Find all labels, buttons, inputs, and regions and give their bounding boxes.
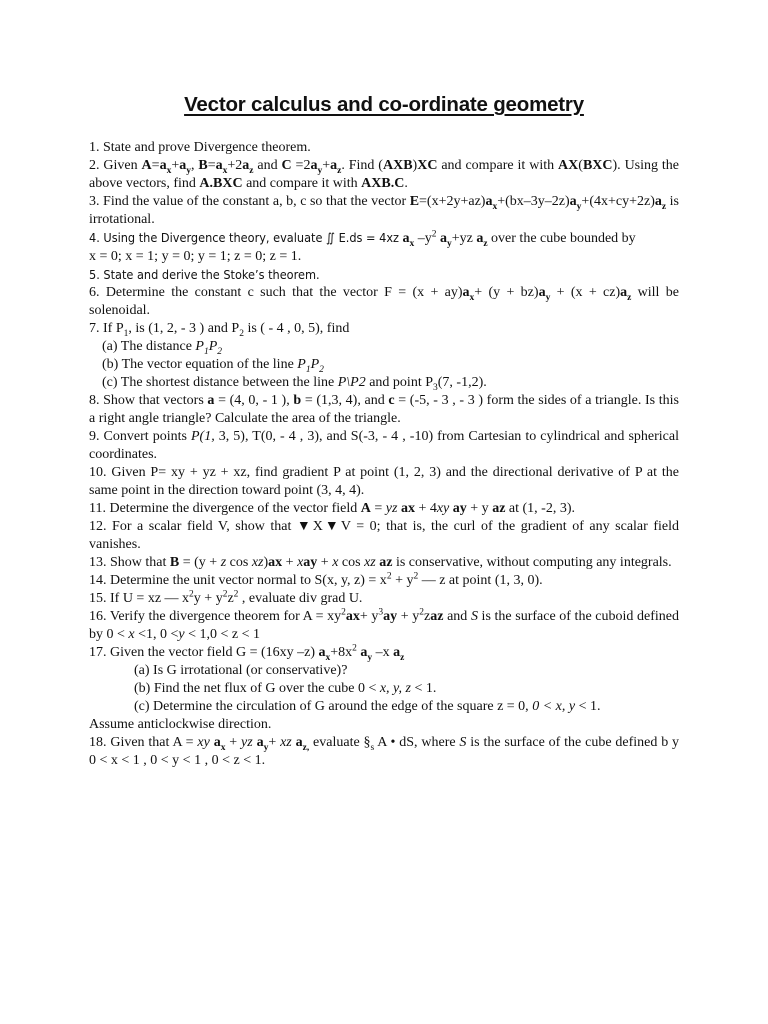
question-2: 2. Given $A=a_x+a_y$, $B=a_x+2a_z$ and $C =2a_y+a_z$. Find (AXB)XC and compare it with AX(BXC). Using the above vectors, find A.BXC and compare it with AXB.C. xyxy=(89,158,680,191)
question-17: 17. Given the vector field G = (16xy –z) $a_x+8x^2$ $a_y$ –x $a_z$ xyxy=(89,643,405,663)
question-14: 14. Determine the unit vector normal to S(x, y, $z) = x^2 + y^2$ — z at point (1, 3, 0). xyxy=(89,571,543,588)
question-13: 13. Show that B = (y + z cos xz)ax + xay + x cos xz az is conservative, without computing any integrals. xyxy=(89,555,672,570)
question-17a: (a) Is G irrotational (or conservative)? xyxy=(134,663,348,678)
question-3: 3. Find the value of the constant a, b, c so that the vector $E=(x+2y+az)a_x+(bx-3y-2z)a_y+(4x+cy+2z)a_z$ is irrotational. xyxy=(89,194,679,227)
question-1: 1. State and prove Divergence theorem. xyxy=(89,140,311,155)
question-7b: (b) The vector equation of the line $P_1P_2$ xyxy=(102,357,324,375)
question-list xyxy=(89,139,679,770)
question-18: 18. Given that A = xy $a_x$ + yz $a_y+$ xz $a_{z,}$ evaluate $\S_s$ A • dS, where S is the surface of the cube defined b y 0 < x < 1 , 0 < y < 1 , 0 < z < 1. xyxy=(89,735,680,768)
question-17c: (c) Determine the circulation of G around the edge of the square z = 0, 0 < x, y < 1. xyxy=(134,699,601,714)
question-12: 12. For a scalar field V, show that ▼X▼V = 0; that is, the curl of the gradient of any scalar field vanishes. xyxy=(89,519,679,552)
question-17-note: Assume anticlockwise direction. xyxy=(89,717,272,732)
question-8: 8. Show that vectors a = (4, 0, - 1 ), b = (1,3, 4), and c = (-5, - 3 , - 3 ) form the sides of a triangle. Is this a right angle triangle? Calculate the area of the triangle. xyxy=(89,393,680,426)
question-16: 16. Verify the divergence theorem for $A = xy^2ax+ y^3ay + y^2zaz$ and S is the surface of the cuboid defined by 0 < x <1, 0 <y < 1,0 < z < 1 xyxy=(89,607,679,642)
question-15: 15. If U = xz — $x^2y + y^2z^2$ , evaluate div grad U. xyxy=(89,589,363,606)
question-7a: (a) The distance $P_1P_2$ xyxy=(102,339,223,357)
page-title: Vector calculus and co-ordinate geometry xyxy=(184,93,584,116)
question-5: 5. State and derive the Stoke’s theorem. xyxy=(89,267,320,282)
question-7: 7. If $P_1$, is (1, 2, - 3 ) and $P_2$ is ( - 4 , 0, 5), find xyxy=(89,321,350,339)
question-17b: (b) Find the net flux of G over the cube 0 < x, y, z < 1. xyxy=(134,681,437,696)
question-7c: (c) The shortest distance between the line P\P2 and point $P_3(7$, -1,2). xyxy=(102,375,487,393)
question-6: 6. Determine the constant c such that the vector $F = (x + ay)a_x+ (y + bz)a_y + (x + cz)a_z$ will be solenoidal. xyxy=(89,285,679,318)
question-9: 9. Convert points P(1, 3, 5), T(0, - 4 , 3), and S(-3, - 4 , -10) from Cartesian to cylindrical and spherical coordinates. xyxy=(89,429,679,462)
question-4: 4. Using the Divergence theory, evaluate ∬ E.ds = 4xz $a_x$ $-y^2$ $a_y+yz$ $a_z$ over the cube bounded by x = 0; x = 1; y = 0; y = 1; z = 0; z = 1. xyxy=(89,229,636,264)
question-11: 11. Determine the divergence of the vector field A = yz ax + 4xy ay + y az at (1, -2, 3). xyxy=(89,501,575,516)
question-10: 10. Given P= xy + yz + xz, find gradient P at point (1, 2, 3) and the directional derivative of P at the same point in the direction toward point (3, 4, 4). xyxy=(89,465,679,498)
